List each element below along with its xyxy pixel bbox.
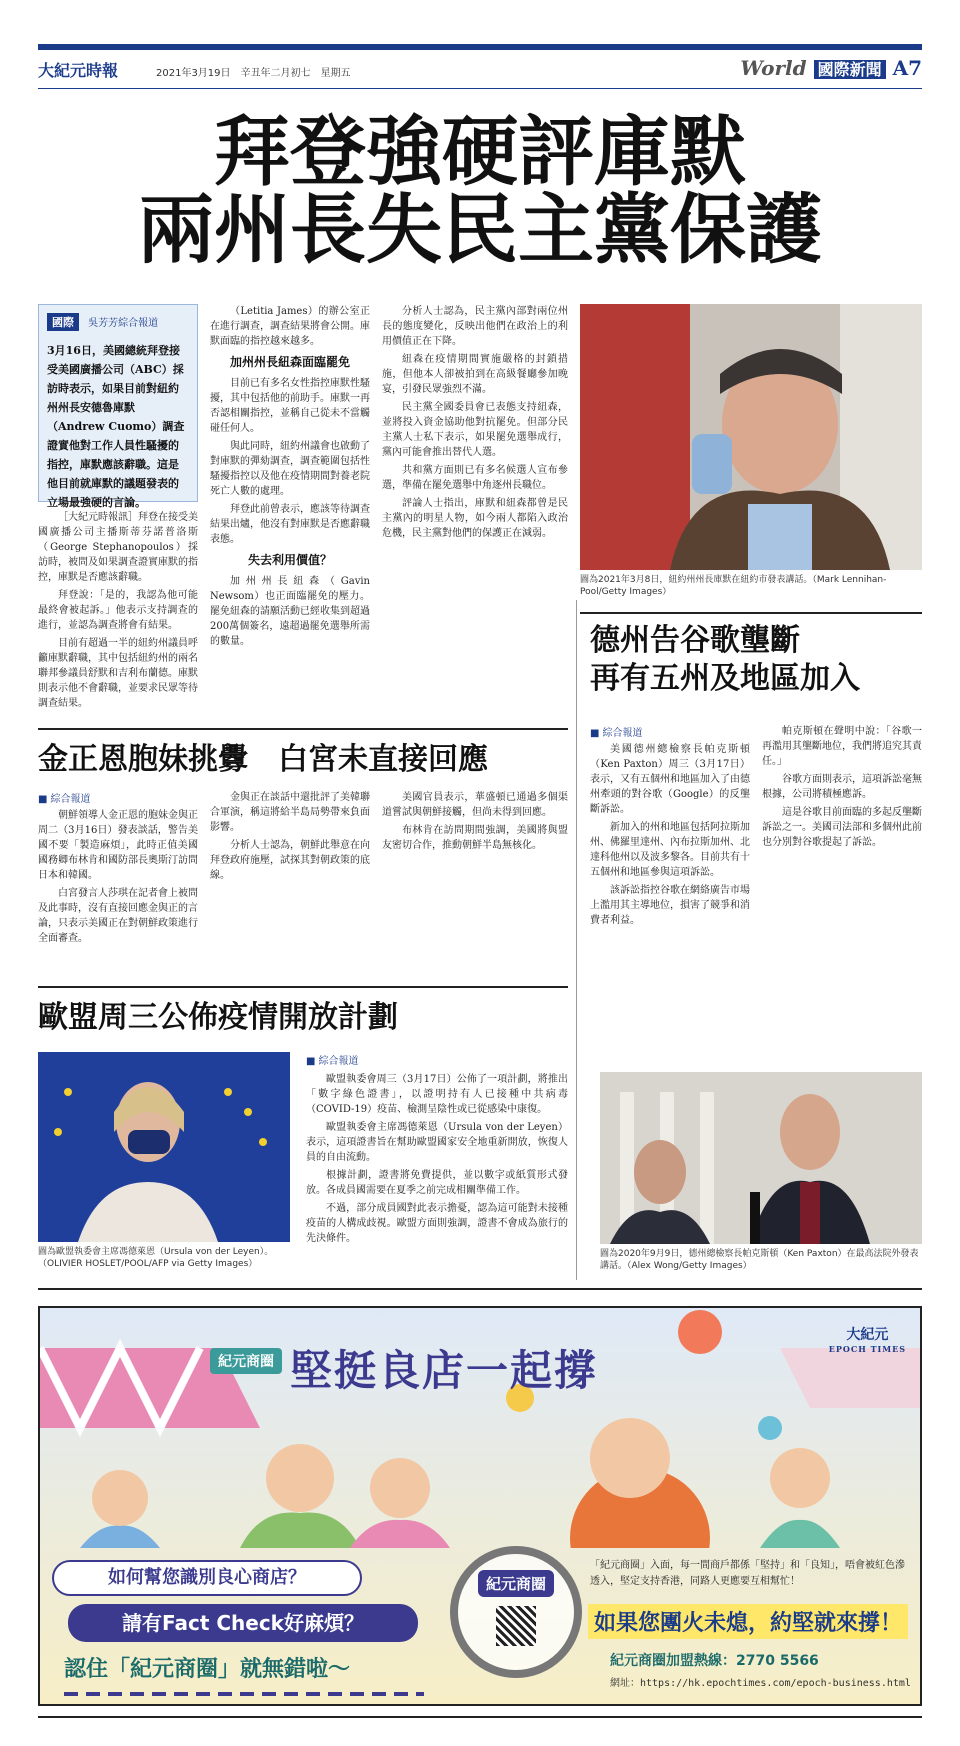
kim-col2 bbox=[210, 790, 370, 976]
ad-slogan: 如果您團火未熄，約堅就來撐！ bbox=[588, 1604, 908, 1639]
paragraph: 紐森在疫情期間實施嚴格的封鎖措施，但他本人卻被拍到在高級餐廳參加晚宴，引發民眾強烈不滿。 bbox=[382, 354, 568, 395]
paragraph: 拜登此前曾表示，應該等待調查結果出爐，他沒有對庫默是否應辭職表態。 bbox=[210, 504, 370, 545]
paragraph: 分析人士認為，民主黨內部對兩位州長的態度變化，反映出他們在政治上的利用價值正在下降。 bbox=[382, 306, 568, 347]
ad-question-2: 請有Fact Check好麻煩？ bbox=[68, 1604, 418, 1642]
masthead-top-bar bbox=[38, 44, 922, 50]
section-en: World bbox=[740, 56, 807, 80]
epoch-times-logo: 大紀元 EPOCH TIMES bbox=[828, 1327, 906, 1354]
paper-logo: 大紀元時報 bbox=[38, 61, 119, 80]
lead-paragraph: 3月16日，美國總統拜登接受美國廣播公司（ABC）採訪時表示，如果目前對紐約州州長安德魯庫默（Andrew Cuomo）調查證實他對工作人員性騷擾的指控，庫默應該辭職。這是他目前就庫默的議題發表的立場最強硬的言論。 bbox=[47, 344, 185, 509]
ad-dash-line bbox=[64, 1692, 424, 1696]
paragraph: 歐盟執委會周三（3月17日）公佈了一項計劃，將推出「數字綠色證書」，以證明持有人已接種中共病毒（COVID-19）疫苗、檢測呈陰性或已從感染中康復。 bbox=[306, 1074, 568, 1115]
cuomo-photo bbox=[580, 304, 922, 570]
cuomo-photo-caption: 圖為2021年3月8日，紐約州州長庫默在紐約市發表講話。（Mark Lennihan-Pool/Getty Images） bbox=[580, 575, 887, 597]
section-rule bbox=[38, 986, 568, 988]
texas-col2 bbox=[762, 724, 922, 1052]
paragraph: 分析人士認為，朝鮮此舉意在向拜登政府施壓，試探其對朝政策的底線。 bbox=[210, 840, 370, 881]
page-number: A7 bbox=[892, 56, 922, 80]
ad-hotline: 紀元商圈加盟熱線：2770 5566 bbox=[610, 1653, 819, 1669]
main-story-col2 bbox=[210, 304, 370, 736]
paragraph: 根據計劃，證書將免費提供，並以數字或紙質形式發放。各成員國需要在夏季之前完成相關準備工作。 bbox=[306, 1170, 568, 1196]
section-rule bbox=[38, 728, 568, 730]
section-rule bbox=[580, 612, 922, 614]
paragraph: 白宮發言人莎琪在記者會上被問及此事時，沒有直接回應金與正的言論，只表示美國正在對朝鮮政策進行全面審查。 bbox=[38, 888, 198, 944]
subheading: 加州州長紐森面臨罷免 bbox=[229, 355, 350, 369]
eu-body bbox=[306, 1072, 568, 1272]
main-story-col1 bbox=[38, 510, 198, 736]
paragraph: 谷歌方面則表示，這項訴訟毫無根據，公司將積極應訴。 bbox=[762, 774, 922, 800]
column-divider bbox=[576, 600, 577, 1280]
paragraph: 共和黨方面則已有多名候選人宣布參選，準備在罷免選舉中角逐州長職位。 bbox=[382, 465, 568, 491]
paragraph: 歐盟執委會主席馮德萊恩（Ursula von der Leyen）表示，這項證書旨在幫助歐盟國家安全地重新開放，恢復人員的自由流動。 bbox=[306, 1122, 568, 1163]
main-headline-line2: 兩州長失民主黨保護 bbox=[138, 185, 822, 274]
paragraph: （Letitia James）的辦公室正在進行調查，調查結果將會公開。庫默面臨的指控越來越多。 bbox=[210, 306, 370, 347]
main-story-col3 bbox=[382, 304, 568, 736]
kim-byline: ■ 綜合報道 bbox=[38, 790, 90, 805]
ad-url[interactable]: 網址：https://hk.epochtimes.com/epoch-business.html bbox=[610, 1678, 911, 1689]
texas-byline: ■ 綜合報道 bbox=[590, 724, 642, 739]
kim-col3 bbox=[382, 790, 568, 976]
paragraph: 金與正在談話中還批評了美韓聯合軍演，稱這將給半島局勢帶來負面影響。 bbox=[210, 792, 370, 833]
paragraph: ［大紀元時報訊］拜登在接受美國廣播公司主播斯蒂芬諾普洛斯（George Stephanopoulos）採訪時，被問及如果調查證實庫默的指控，庫默是否應該辭職。 bbox=[38, 512, 198, 583]
ad-badge: 紀元商圈 bbox=[210, 1348, 282, 1374]
paragraph: 新加入的州和地區包括阿拉斯加州、佛羅里達州、內布拉斯加州、北達科他州以及波多黎各。目前共有十五個州和地區參與這項訴訟。 bbox=[590, 822, 750, 878]
bottom-rule bbox=[38, 1716, 922, 1718]
paragraph: 拜登說：「是的，我認為他可能最終會被起訴。」他表示支持調查的進行，並認為調查將會有結果。 bbox=[38, 590, 198, 631]
texas-col1 bbox=[590, 742, 750, 1052]
ad-top-rule bbox=[38, 1288, 922, 1290]
paxton-photo bbox=[600, 1072, 922, 1244]
texas-headline bbox=[590, 622, 920, 698]
section-zh: 國際新聞 bbox=[814, 60, 886, 79]
eu-headline: 歐盟周三公佈疫情開放計劃 bbox=[38, 1000, 398, 1035]
main-headline-line1: 拜登強硬評庫默 bbox=[214, 107, 746, 196]
photo-placeholder bbox=[38, 1052, 290, 1242]
ad-answer: 認住「紀元商圈」就無錯啦～ bbox=[64, 1657, 351, 1682]
qr-code-icon[interactable] bbox=[496, 1606, 536, 1646]
eu-byline: ■ 綜合報道 bbox=[306, 1052, 358, 1067]
photo-placeholder bbox=[580, 304, 922, 570]
von-der-leyen-caption: 圖為歐盟執委會主席馮德萊恩（Ursula von der Leyen）。（OLIVIER HOSLET/POOL/AFP via Getty Images） bbox=[38, 1247, 274, 1269]
subheading: 失去利用價值？ bbox=[247, 553, 332, 567]
lead-box bbox=[38, 304, 198, 509]
ad-info-text: 「紀元商圈」入面，每一間商戶都係「堅持」和「良知」，唔會被紅色滲透入，堅定支持香港，同路人更應要互相幫忙！ bbox=[590, 1560, 905, 1587]
paxton-photo-caption: 圖為2020年9月9日，德州總檢察長帕克斯頓（Ken Paxton）在最高法院外發表講話。（Alex Wong/Getty Images） bbox=[600, 1249, 919, 1271]
paragraph: 美國德州總檢察長帕克斯頓（Ken Paxton）周三（3月17日）表示，又有五個州和地區加入了由德州牽頭的對谷歌（Google）的反壟斷訴訟。 bbox=[590, 744, 750, 815]
paragraph: 加州州長紐森（Gavin Newsom）也正面臨罷免的壓力。罷免紐森的請願活動已經收集到超過200萬個簽名，遠超過罷免選舉所需的數量。 bbox=[210, 576, 370, 647]
lead-byline: 吳芳芳綜合報道 bbox=[88, 318, 159, 329]
section-tag: 國際 bbox=[47, 313, 79, 331]
photo-placeholder bbox=[600, 1072, 922, 1244]
masthead-date: 2021年3月19日 辛丑年二月初七 星期五 bbox=[156, 68, 351, 79]
paragraph: 這是谷歌目前面臨的多起反壟斷訴訟之一。美國司法部和多個州此前也分別對谷歌提起了訴訟。 bbox=[762, 807, 922, 848]
paragraph: 目前已有多名女性指控庫默性騷擾，其中包括他的前助手。庫默一再否認相關指控，並稱自己從未不當觸碰任何人。 bbox=[210, 378, 370, 434]
magnifier-label: 紀元商圈 bbox=[478, 1570, 554, 1597]
texas-headline-line2: 再有五州及地區加入 bbox=[590, 661, 860, 696]
paragraph: 評論人士指出，庫默和紐森都曾是民主黨內的明星人物，如今兩人都陷入政治危機，民主黨對他們的保護正在減弱。 bbox=[382, 498, 568, 539]
von-der-leyen-photo bbox=[38, 1052, 290, 1242]
paragraph: 與此同時，紐約州議會也啟動了對庫默的彈劾調查，調查範圍包括性騷擾指控以及他在疫情期間對養老院死亡人數的處理。 bbox=[210, 441, 370, 497]
paragraph: 民主黨全國委員會已表態支持紐森，並將投入資金協助他對抗罷免。但部分民主黨人士私下表示，如果罷免選舉成行，黨內可能會推出替代人選。 bbox=[382, 402, 568, 458]
masthead bbox=[38, 54, 922, 84]
paragraph: 該訴訟指控谷歌在網絡廣告市場上濫用其主導地位，損害了競爭和消費者利益。 bbox=[590, 885, 750, 926]
kim-col1 bbox=[38, 808, 198, 976]
paragraph: 目前有超過一半的紐約州議員呼籲庫默辭職，其中包括紐約州的兩名聯邦參議員舒默和吉利布蘭德。庫默則表示他不會辭職，並要求民眾等待調查結果。 bbox=[38, 638, 198, 709]
paragraph: 布林肯在訪問期間強調，美國將與盟友密切合作，推動朝鮮半島無核化。 bbox=[382, 825, 568, 851]
kim-headline: 金正恩胞妹挑釁 白宮未直接回應 bbox=[38, 742, 488, 777]
paragraph: 不過，部分成員國對此表示擔憂，認為這可能對未接種疫苗的人構成歧視。歐盟方面則強調，證書不會成為旅行的先決條件。 bbox=[306, 1203, 568, 1244]
epoch-business-ad[interactable] bbox=[38, 1306, 922, 1706]
masthead-rule bbox=[38, 88, 922, 89]
ad-question-1: 如何幫您識別良心商店？ bbox=[52, 1560, 362, 1596]
texas-headline-line1: 德州告谷歌壟斷 bbox=[590, 623, 800, 658]
paragraph: 美國官員表示，華盛頓已通過多個渠道嘗試與朝鮮接觸，但尚未得到回應。 bbox=[382, 792, 568, 818]
section-label bbox=[740, 56, 922, 80]
paragraph: 帕克斯頓在聲明中說：「谷歌一再濫用其壟斷地位，我們將追究其責任。」 bbox=[762, 726, 922, 767]
ad-title: 堅挺良店一起撐 bbox=[290, 1346, 599, 1395]
paragraph: 朝鮮領導人金正恩的胞妹金與正周二（3月16日）發表談話，警告美國不要「製造麻煩」，此時正值美國國務卿布林肯和國防部長奧斯汀訪問日本和韓國。 bbox=[38, 810, 198, 881]
